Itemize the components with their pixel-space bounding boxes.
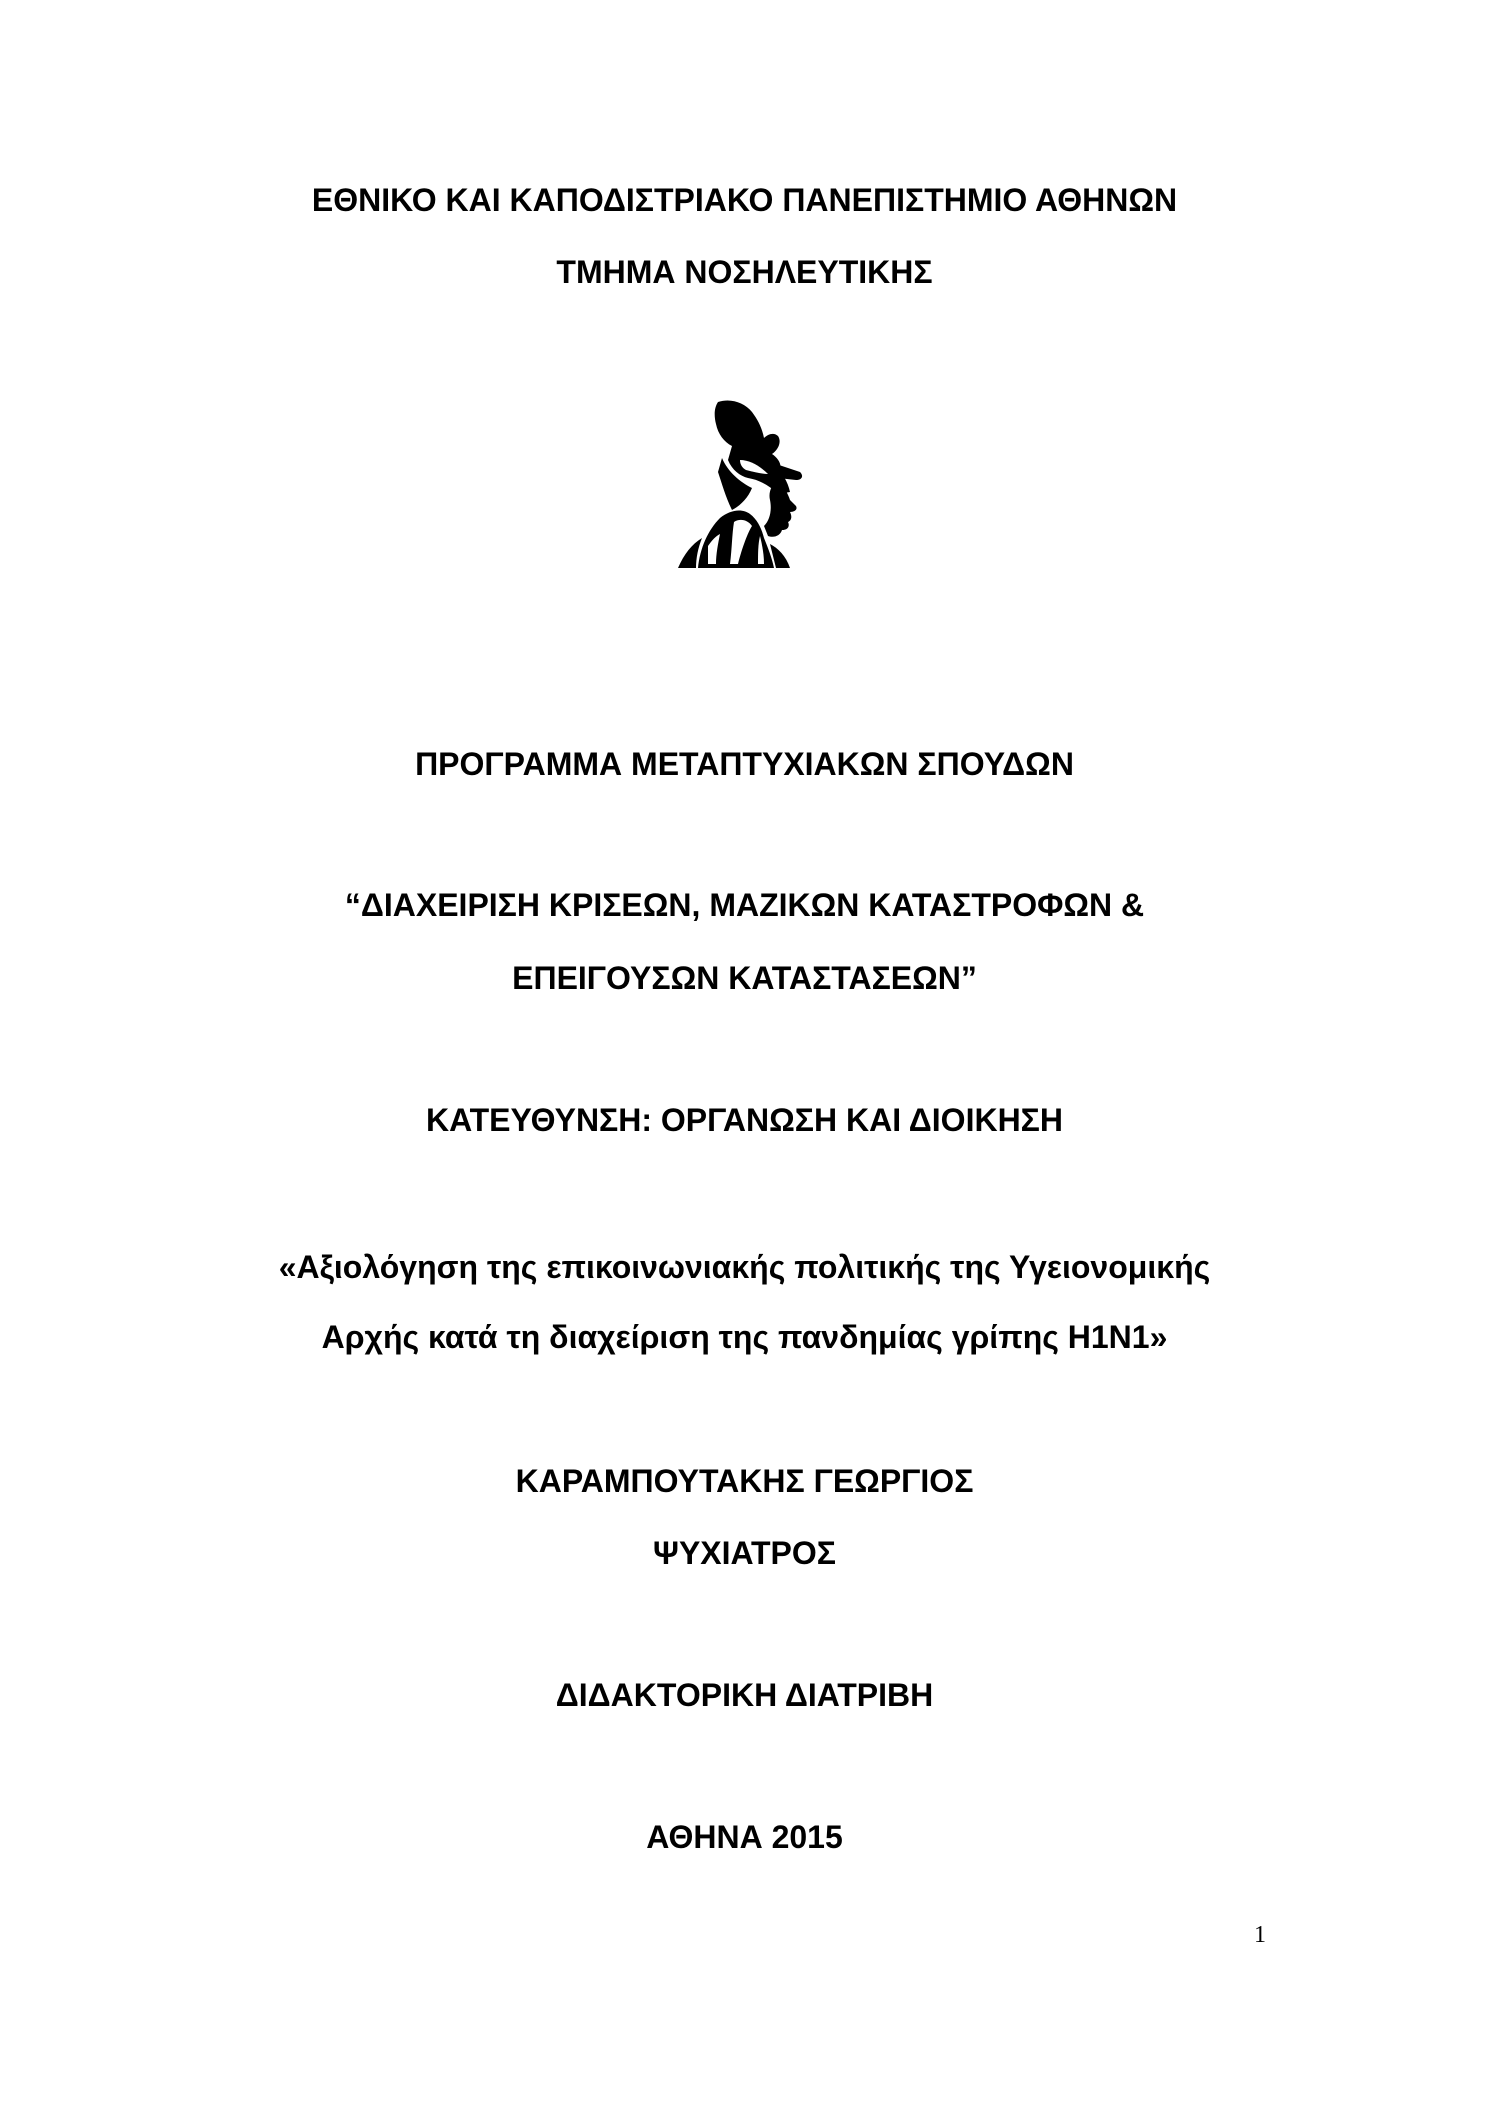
athena-head-icon	[678, 398, 816, 568]
place-year: ΑΘΗΝΑ 2015	[646, 1819, 843, 1855]
program-name: ΠΡΟΓΡΑΜΜΑ ΜΕΤΑΠΤΥΧΙΑΚΩΝ ΣΠΟΥΔΩΝ	[415, 746, 1074, 782]
document-type: ΔΙΔΑΚΤΟΡΙΚΗ ΔΙΑΤΡΙΒΗ	[555, 1677, 934, 1713]
thesis-title-line-1: «Αξιολόγηση της επικοινωνιακής πολιτικής της Υγειονομικής	[278, 1249, 1211, 1285]
program-title-line-1: “ΔΙΑΧΕΙΡΙΣΗ ΚΡΙΣΕΩΝ, ΜΑΖΙΚΩΝ ΚΑΤΑΣΤΡΟΦΩΝ &	[344, 887, 1145, 923]
program-title-line-2: ΕΠΕΙΓΟΥΣΩΝ ΚΑΤΑΣΤΑΣΕΩΝ”	[512, 960, 977, 996]
page-number: 1	[1254, 1922, 1266, 1948]
thesis-title-line-2: Αρχής κατά τη διαχείριση της πανδημίας γρίπης Η1Ν1»	[321, 1319, 1168, 1355]
department-name: ΤΜΗΜΑ ΝΟΣΗΛΕΥΤΙΚΗΣ	[556, 254, 933, 290]
author-profession: ΨΥΧΙΑΤΡΟΣ	[653, 1535, 836, 1571]
program-direction: ΚΑΤΕΥΘΥΝΣΗ: ΟΡΓΑΝΩΣΗ ΚΑΙ ΔΙΟΙΚΗΣΗ	[426, 1102, 1063, 1138]
university-name: ΕΘΝΙΚΟ ΚΑΙ ΚΑΠΟΔΙΣΤΡΙΑΚΟ ΠΑΝΕΠΙΣΤΗΜΙΟ ΑΘΗΝΩΝ	[311, 182, 1178, 218]
author-name: ΚΑΡΑΜΠΟΥΤΑΚΗΣ ΓΕΩΡΓΙΟΣ	[515, 1463, 974, 1499]
